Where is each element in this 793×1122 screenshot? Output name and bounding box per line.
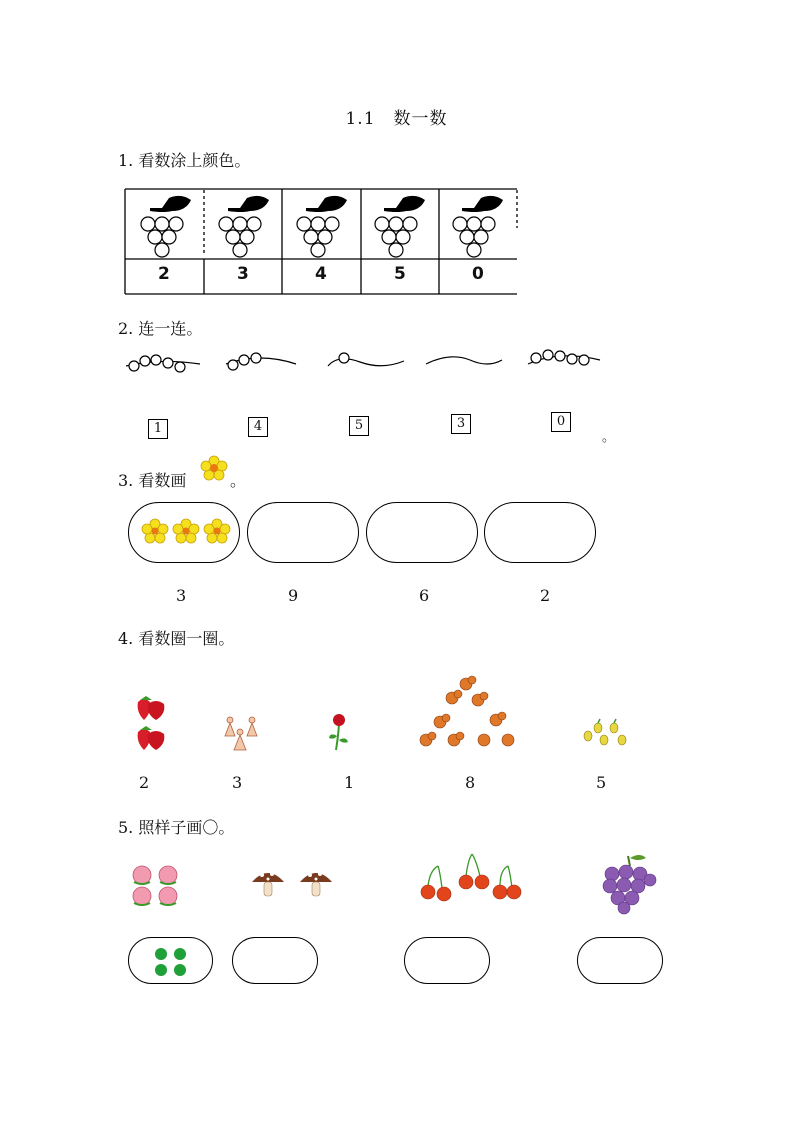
- q3-oval-4[interactable]: [484, 502, 596, 563]
- q3-oval-2[interactable]: [247, 502, 359, 563]
- peach-icon-4: [159, 887, 177, 905]
- grape-outline-5: [448, 192, 518, 258]
- q1-number-5: 0: [472, 264, 484, 284]
- peach-icon-1: [133, 866, 151, 884]
- q3-number-4: 2: [540, 586, 551, 605]
- q3-oval-1: [128, 502, 240, 563]
- pear-icon-4: [610, 723, 618, 733]
- grape-outline-3: [292, 192, 362, 258]
- q5-oval-2[interactable]: [232, 937, 318, 984]
- q2-number-box-1: 1: [148, 419, 168, 439]
- squirrel-icon-2: [446, 690, 462, 704]
- green-dot-1: [155, 948, 167, 960]
- q5-oval-3[interactable]: [404, 937, 490, 984]
- pear-icon-2: [594, 723, 602, 733]
- grape-outline-4: [370, 192, 440, 258]
- q5-example-dots: [153, 946, 189, 978]
- bead-strings: [120, 344, 620, 380]
- rose-icon: [326, 712, 352, 752]
- cherry-icon-4: [475, 875, 489, 889]
- page-title: 1.1 数一数: [345, 109, 448, 129]
- beads-5: [531, 350, 589, 365]
- squirrel-icon-5: [490, 712, 506, 726]
- strawberry-group: [134, 696, 170, 754]
- q2-number-box-3: 5: [349, 416, 369, 436]
- squirrel-group: [416, 674, 520, 754]
- q2-period: 。: [602, 430, 616, 445]
- squirrel-icon-6: [420, 732, 436, 746]
- pear-icon-5: [618, 735, 626, 745]
- grape-outline-2: [214, 192, 284, 258]
- doll-group: [222, 714, 262, 754]
- green-dot-3: [155, 964, 167, 976]
- squirrel-icon-7: [448, 732, 464, 746]
- q4-number-3: 1: [344, 773, 355, 792]
- q3-prompt-period: 。: [230, 471, 247, 490]
- mushroom-group: [250, 866, 336, 902]
- pear-icon-3: [600, 735, 608, 745]
- bead-string-4: [426, 357, 502, 364]
- flower-icon-2: [173, 519, 199, 543]
- grape-outline-1: [136, 192, 206, 258]
- q4-number-2: 3: [232, 773, 243, 792]
- squirrel-icon-4: [434, 714, 450, 728]
- q3-number-2: 9: [288, 586, 299, 605]
- strawberry-icon-2: [138, 726, 165, 750]
- q1-number-1: 2: [158, 264, 170, 284]
- strawberry-icon-1: [138, 696, 165, 720]
- peach-icon-3: [133, 887, 151, 905]
- question-1-prompt: 1. 看数涂上颜色。: [118, 151, 251, 170]
- beads-2: [228, 353, 261, 370]
- mushroom-icon-2: [300, 872, 332, 896]
- green-dot-2: [174, 948, 186, 960]
- flower-icon-3: [204, 519, 230, 543]
- flower-icon: [200, 455, 228, 481]
- q1-number-3: 4: [315, 264, 327, 284]
- question-2-prompt: 2. 连一连。: [118, 319, 203, 338]
- squirrel-icon-1: [460, 676, 476, 690]
- question-3-prompt: 3. 看数画: [118, 471, 187, 490]
- squirrel-icon-8: [478, 734, 514, 746]
- beads-1: [129, 355, 185, 372]
- q2-number-box-2: 4: [248, 417, 268, 437]
- q3-example-flowers: [143, 519, 233, 547]
- grape-bunch-icon: [600, 852, 656, 914]
- q4-number-4: 8: [465, 773, 476, 792]
- cherry-group: [414, 852, 526, 908]
- q3-oval-3[interactable]: [366, 502, 478, 563]
- question-5-prompt: 5. 照样子画〇。: [118, 818, 235, 837]
- cherry-icon-1: [421, 885, 435, 899]
- q4-number-1: 2: [139, 773, 150, 792]
- mushroom-icon-1: [252, 872, 284, 896]
- green-dot-4: [174, 964, 186, 976]
- q4-number-5: 5: [596, 773, 607, 792]
- cherry-icon-3: [459, 875, 473, 889]
- cherry-icon-6: [507, 885, 521, 899]
- q3-number-3: 6: [419, 586, 430, 605]
- cherry-icon-2: [437, 887, 451, 901]
- squirrel-icon-3: [472, 692, 488, 706]
- q2-number-box-5: 0: [551, 412, 571, 432]
- q3-number-1: 3: [176, 586, 187, 605]
- flower-icon-1: [142, 519, 168, 543]
- q1-number-2: 3: [237, 264, 249, 284]
- beads-3: [339, 353, 349, 363]
- q5-oval-4[interactable]: [577, 937, 663, 984]
- question-4-prompt: 4. 看数圈一圈。: [118, 629, 235, 648]
- q5-oval-1: [128, 937, 213, 984]
- peach-icon-2: [159, 866, 177, 884]
- cherry-icon-5: [493, 885, 507, 899]
- q2-number-box-4: 3: [451, 414, 471, 434]
- peach-group: [130, 864, 182, 908]
- pear-icon-1: [584, 731, 592, 741]
- grape-color-table: [124, 188, 520, 298]
- pear-group: [582, 718, 630, 748]
- q1-number-4: 5: [394, 264, 406, 284]
